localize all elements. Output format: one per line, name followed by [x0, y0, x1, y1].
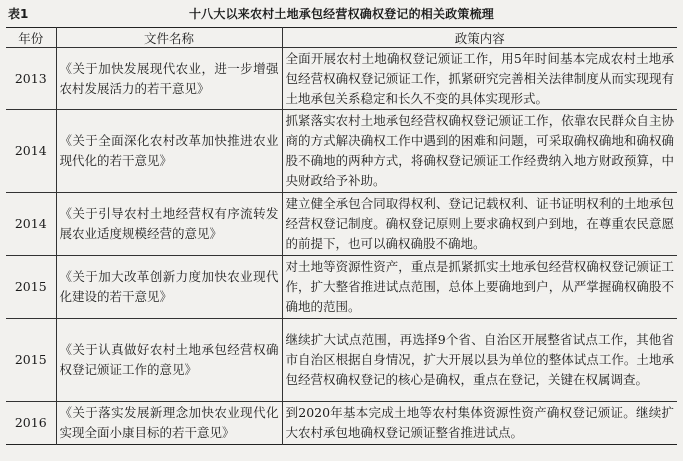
document-cell: 《关于认真做好农村土地承包经营权确权登记颁证工作的意见》: [56, 319, 282, 402]
content-cell: 全面开展农村土地确权登记颁证工作，用5年时间基本完成农村土地承包经营权确权登记颁证工作，抓紧研究完善相关法律制度从而实现现有土地承包关系稳定和长久不变的具体实现形式。: [282, 48, 677, 110]
table-caption: [6, 4, 677, 22]
document-cell: 《关于加大改革创新力度加快农业现代化建设的若干意见》: [56, 256, 282, 319]
year-cell: 2015: [6, 319, 56, 402]
document-cell: 《关于落实发展新理念加快农业现代化实现全面小康目标的若干意见》: [56, 402, 282, 445]
header-document: 文件名称: [56, 28, 282, 48]
table-row: [6, 319, 677, 402]
table-row: [6, 256, 677, 319]
policy-table: [6, 27, 677, 445]
table-title: 十八大以来农村土地承包经营权确权登记的相关政策梳理: [188, 7, 494, 21]
table-row: [6, 48, 677, 110]
table-row: [6, 110, 677, 193]
page: [6, 0, 677, 461]
content-cell: 到2020年基本完成土地等农村集体资源性资产确权登记颁证。继续扩大农村承包地确权登记颁证整省推进试点。: [282, 402, 677, 445]
table-label: 表1: [8, 7, 29, 21]
header-row: [6, 28, 677, 48]
year-cell: 2015: [6, 256, 56, 319]
document-cell: 《关于引导农村土地经营权有序流转发展农业适度规模经营的意见》: [56, 193, 282, 256]
document-cell: 《关于全面深化农村改革加快推进农业现代化的若干意见》: [56, 110, 282, 193]
year-cell: 2014: [6, 110, 56, 193]
year-cell: 2016: [14, 415, 47, 430]
content-cell: 对土地等资源性资产，重点是抓紧抓实土地承包经营权确权登记颁证工作，扩大整省推进试点范围，总体上要确地到户，从严掌握确权确股不确地的范围。: [282, 256, 677, 319]
content-cell: 抓紧落实农村土地承包经营权确权登记颁证工作，依靠农民群众自主协商的方式解决确权工作中遇到的困难和问题，可采取确权确地和确权确股不确地的两种方式，将确权登记颁证工作经费纳入地方财政预算，中央财政给予补助。: [282, 110, 677, 193]
header-content: 政策内容: [282, 28, 677, 48]
document-cell: 《关于加快发展现代农业，进一步增强农村发展活力的若干意见》: [56, 48, 282, 110]
year-cell: 2014: [6, 193, 56, 256]
year-cell: 2013: [6, 48, 56, 110]
content-cell: 建立健全承包合同取得权利、登记记载权利、证书证明权利的土地承包经营权登记制度。确权登记原则上要求确权到户到地，在尊重农民意愿的前提下，也可以确权确股不确地。: [282, 193, 677, 256]
header-year: 年份: [6, 28, 56, 48]
table-row: [6, 193, 677, 256]
table-row: [6, 402, 677, 445]
content-cell: 继续扩大试点范围，再选择9个省、自治区开展整省试点工作，其他省市自治区根据自身情况，扩大开展以县为单位的整体试点工作。土地承包经营权确权登记的核心是确权，重点在登记，关键在权属调查。: [282, 319, 677, 402]
